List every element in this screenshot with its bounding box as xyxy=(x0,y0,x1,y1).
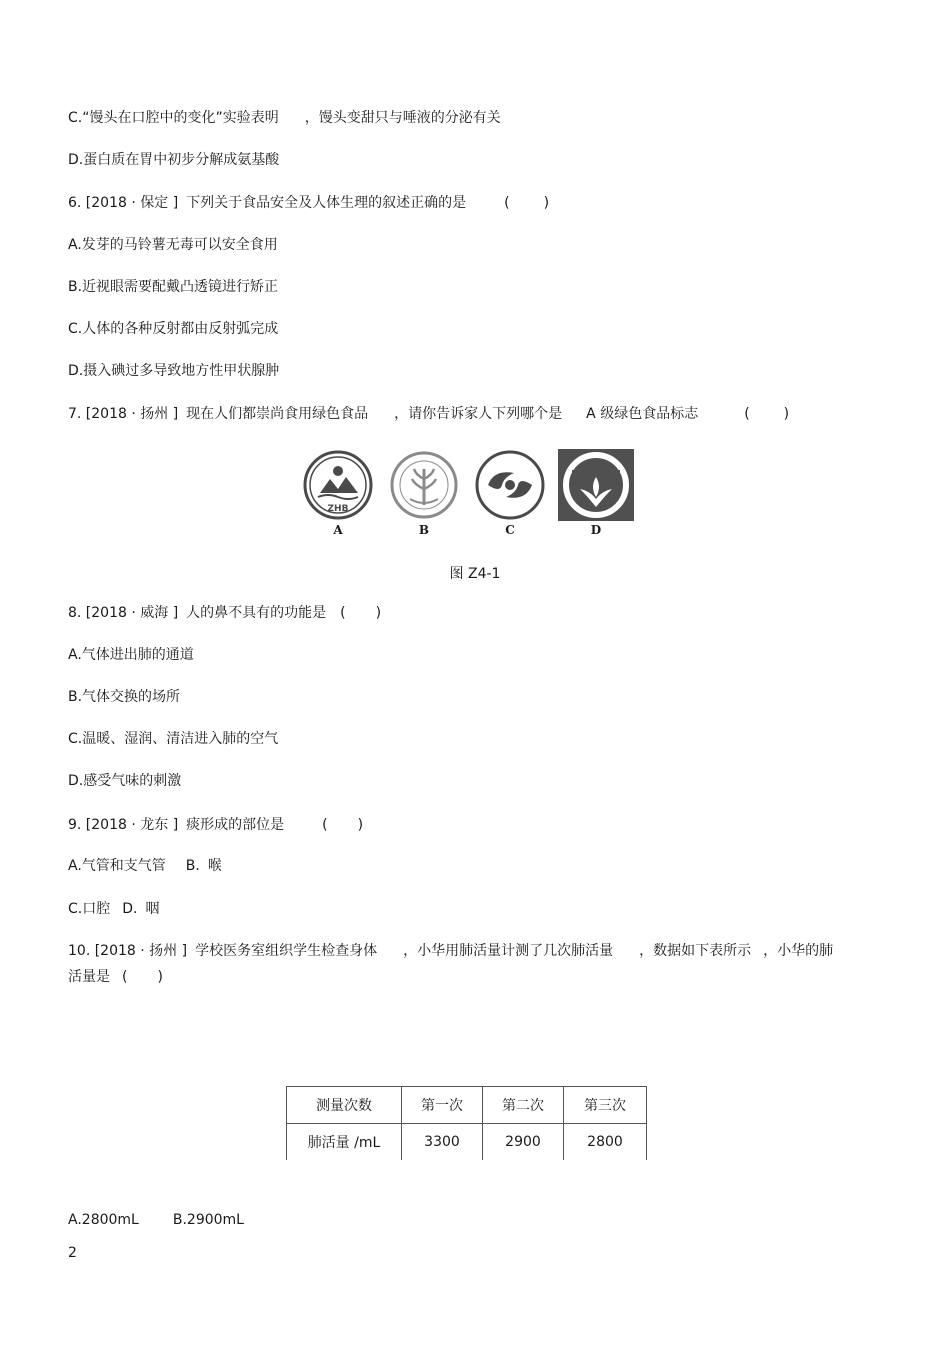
table-header-cell: 第三次 xyxy=(564,1087,647,1124)
text-line xyxy=(68,942,833,960)
table-row xyxy=(287,1124,647,1161)
text-line xyxy=(68,772,181,790)
table-header-cell: 测量次数 xyxy=(287,1087,402,1124)
text-segment: A.气管和支气管 xyxy=(68,858,166,874)
text-segment: ，数据如下表所示 xyxy=(639,943,752,959)
text-segment: ( xyxy=(322,817,328,833)
text-line xyxy=(68,857,222,875)
green-food-logos-figure xyxy=(302,449,634,537)
text-line xyxy=(68,362,279,380)
text-segment: 活量是 xyxy=(68,969,110,985)
text-segment: A.发芽的马铃薯无毒可以安全食用 xyxy=(68,237,278,253)
text-segment: 10. [2018 · 扬州 ] xyxy=(68,943,188,959)
text-segment: ，请你告诉家人下列哪个是 xyxy=(394,406,563,422)
text-line xyxy=(68,1211,244,1229)
text-segment: 9. [2018 · 龙东 ] xyxy=(68,817,179,833)
text-segment: C.温暖、湿润、清洁进入肺的空气 xyxy=(68,731,279,747)
text-segment: 8. [2018 · 威海 ] xyxy=(68,605,179,621)
table-header-cell: 第二次 xyxy=(483,1087,564,1124)
text-segment: B. xyxy=(185,858,200,874)
text-segment: ，小华用肺活量计测了几次肺活量 xyxy=(403,943,614,959)
text-segment: ，小华的肺 xyxy=(763,943,834,959)
text-segment: B.气体交换的场所 xyxy=(68,689,181,705)
environment-logo-a-icon xyxy=(302,449,374,521)
text-segment: D.感受气味的刺激 xyxy=(68,773,182,789)
text-segment: 6. [2018 · 保定 ] xyxy=(68,195,179,211)
text-segment: C.人体的各种反射都由反射弧完成 xyxy=(68,321,279,337)
text-segment: ( xyxy=(122,969,128,985)
text-segment: 现在人们都崇尚食用绿色食品 xyxy=(186,406,369,422)
text-line xyxy=(68,688,180,706)
table-cell: 2800 xyxy=(564,1124,647,1161)
text-line xyxy=(68,604,381,622)
text-segment: 7. [2018 · 扬州 ] xyxy=(68,406,179,422)
table-cell: 肺活量 /mL xyxy=(287,1124,402,1161)
text-segment: ( xyxy=(744,406,750,422)
table-header-cell: 第一次 xyxy=(402,1087,483,1124)
text-segment: ) xyxy=(375,605,382,621)
text-segment: 下列关于食品安全及人体生理的叙述正确的是 xyxy=(186,195,467,211)
text-segment: A.2800mL xyxy=(68,1212,139,1228)
logo-label-d: D xyxy=(590,523,602,537)
text-segment: ) xyxy=(157,969,163,985)
logo-a-emblem-text: ZHB xyxy=(327,504,349,514)
text-line xyxy=(68,646,194,664)
text-segment: ( xyxy=(340,605,346,621)
logo-label-c: C xyxy=(505,523,515,537)
table-cell: 3300 xyxy=(402,1124,483,1161)
text-segment: A 级绿色食品标志 xyxy=(586,406,699,422)
text-segment: A.气体进出肺的通道 xyxy=(68,647,194,663)
text-line xyxy=(68,236,278,254)
vital-capacity-table xyxy=(286,1086,647,1160)
text-line xyxy=(68,194,549,212)
text-segment: B.近视眼需要配戴凸透镜进行矫正 xyxy=(68,279,279,295)
text-segment: D.摄入碘过多导致地方性甲状腺肿 xyxy=(68,363,280,379)
text-segment: C.口腔 xyxy=(68,901,111,917)
text-segment: B.2900mL xyxy=(172,1212,244,1228)
text-line xyxy=(68,405,789,423)
text-segment: ) xyxy=(357,817,364,833)
text-segment: D.蛋白质在胃中初步分解成氨基酸 xyxy=(68,152,280,168)
text-segment: ) xyxy=(543,195,550,211)
text-segment: 痰形成的部位是 xyxy=(186,817,285,833)
green-food-logo-d-icon xyxy=(558,449,634,521)
pollution-free-logo-b-icon xyxy=(388,449,460,521)
text-segment: 学校医务室组织学生检查身体 xyxy=(195,943,378,959)
text-line xyxy=(68,730,278,748)
text-segment: 咽 xyxy=(145,901,160,917)
logo-label-b: B xyxy=(418,523,430,537)
text-segment: ，馒头变甜只与唾液的分泌有关 xyxy=(304,110,501,126)
table-row xyxy=(287,1087,647,1124)
text-segment: D. xyxy=(122,901,138,917)
text-line xyxy=(68,968,163,986)
text-line xyxy=(68,816,363,834)
text-segment: C.“馒头在口腔中的变化”实验表明 xyxy=(68,110,279,126)
text-segment: ( xyxy=(504,195,510,211)
text-line xyxy=(68,151,279,169)
page-number: 2 xyxy=(68,1245,77,1261)
text-line xyxy=(68,109,501,127)
figure-caption: 图 Z4-1 xyxy=(449,566,501,582)
text-line xyxy=(68,278,278,296)
text-segment: 人的鼻不具有的功能是 xyxy=(186,605,327,621)
text-line xyxy=(68,320,278,338)
table-cell: 2900 xyxy=(483,1124,564,1161)
text-line xyxy=(68,900,159,918)
logo-label-a: A xyxy=(333,523,343,537)
text-segment: 喉 xyxy=(207,858,222,874)
text-segment: ) xyxy=(783,406,790,422)
organic-food-logo-c-icon xyxy=(474,449,546,521)
